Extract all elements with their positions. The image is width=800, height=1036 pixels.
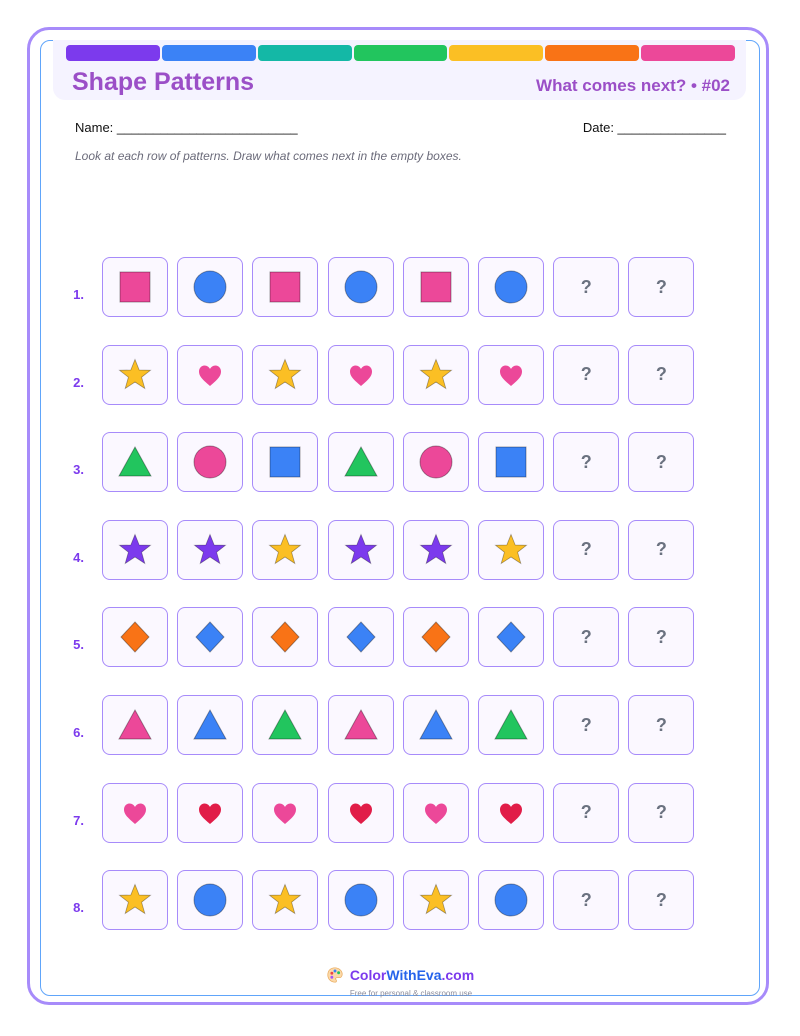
- pattern-box: [252, 345, 318, 405]
- pattern-box: [102, 695, 168, 755]
- pattern-box: [328, 695, 394, 755]
- star-icon: [268, 358, 302, 392]
- question-mark: ?: [655, 539, 667, 560]
- heart-icon: [344, 358, 378, 392]
- diamond-icon: [193, 620, 227, 654]
- answer-box[interactable]: [553, 520, 619, 580]
- star-icon: [419, 358, 453, 392]
- answer-box[interactable]: [553, 695, 619, 755]
- pattern-box: [403, 345, 469, 405]
- answer-box[interactable]: [553, 257, 619, 317]
- pattern-box: [328, 783, 394, 843]
- question-mark: ?: [655, 364, 667, 385]
- row-number: 3.: [73, 462, 84, 478]
- pattern-row: [0, 870, 800, 934]
- pattern-box: [177, 257, 243, 317]
- diamond-icon: [419, 620, 453, 654]
- pattern-box: [177, 345, 243, 405]
- heart-icon: [344, 796, 378, 830]
- pattern-box: [478, 520, 544, 580]
- triangle-icon: [344, 708, 378, 742]
- heart-icon: [118, 796, 152, 830]
- pattern-box: [403, 607, 469, 667]
- circle-icon: [494, 270, 528, 304]
- footer: [0, 966, 800, 998]
- triangle-icon: [118, 708, 152, 742]
- pattern-box: [328, 345, 394, 405]
- answer-box[interactable]: [628, 870, 694, 930]
- star-icon: [419, 883, 453, 917]
- question-mark: ?: [655, 451, 667, 472]
- square-icon: [419, 270, 453, 304]
- answer-box[interactable]: [628, 345, 694, 405]
- pattern-box: [252, 520, 318, 580]
- star-icon: [494, 533, 528, 567]
- pattern-box: [252, 783, 318, 843]
- diamond-icon: [268, 620, 302, 654]
- pattern-row: [0, 520, 800, 584]
- question-mark: ?: [655, 276, 667, 297]
- brand-com: .com: [441, 967, 475, 983]
- circle-icon: [494, 883, 528, 917]
- pattern-box: [177, 520, 243, 580]
- pattern-box: [328, 520, 394, 580]
- question-mark: ?: [580, 802, 592, 823]
- question-mark: ?: [580, 626, 592, 647]
- answer-box[interactable]: [553, 783, 619, 843]
- question-mark: ?: [580, 714, 592, 735]
- footer-brand[interactable]: [326, 966, 474, 984]
- pattern-box: [403, 257, 469, 317]
- row-number: 7.: [73, 812, 84, 828]
- pattern-box: [102, 432, 168, 492]
- pattern-box: [102, 520, 168, 580]
- row-number: 4.: [73, 549, 84, 565]
- star-icon: [419, 533, 453, 567]
- answer-box[interactable]: [553, 870, 619, 930]
- row-number: 5.: [73, 637, 84, 653]
- heart-icon: [268, 796, 302, 830]
- answer-box[interactable]: [628, 607, 694, 667]
- pattern-box: [478, 695, 544, 755]
- instructions: Look at each row of patterns. Draw what comes next in the empty boxes.: [75, 149, 462, 163]
- question-mark: ?: [655, 802, 667, 823]
- heart-icon: [193, 796, 227, 830]
- heart-icon: [419, 796, 453, 830]
- star-icon: [118, 883, 152, 917]
- pattern-row: [0, 432, 800, 496]
- pattern-box: [478, 870, 544, 930]
- star-icon: [268, 883, 302, 917]
- pattern-box: [177, 783, 243, 843]
- triangle-icon: [193, 708, 227, 742]
- pattern-box: [102, 870, 168, 930]
- answer-box[interactable]: [553, 607, 619, 667]
- pattern-box: [177, 432, 243, 492]
- brand-witheva: WithEva: [386, 967, 442, 983]
- row-number: 2.: [73, 374, 84, 390]
- heart-icon: [494, 796, 528, 830]
- pattern-box: [328, 257, 394, 317]
- pattern-row: [0, 695, 800, 759]
- question-mark: ?: [655, 889, 667, 910]
- circle-icon: [193, 445, 227, 479]
- question-mark: ?: [580, 364, 592, 385]
- heart-icon: [494, 358, 528, 392]
- pattern-box: [252, 695, 318, 755]
- square-icon: [268, 445, 302, 479]
- answer-box[interactable]: [628, 520, 694, 580]
- pattern-box: [328, 607, 394, 667]
- question-mark: ?: [655, 626, 667, 647]
- pattern-box: [478, 345, 544, 405]
- pattern-row: [0, 345, 800, 409]
- pattern-box: [328, 432, 394, 492]
- pattern-box: [328, 870, 394, 930]
- triangle-icon: [419, 708, 453, 742]
- worksheet-title: Shape Patterns: [72, 68, 255, 96]
- row-number: 6.: [73, 725, 84, 740]
- circle-icon: [193, 270, 227, 304]
- answer-box[interactable]: [628, 257, 694, 317]
- pattern-row: [0, 607, 800, 671]
- pattern-box: [252, 607, 318, 667]
- row-number: 1.: [73, 287, 84, 302]
- footer-tagline: Free for personal & classroom use: [349, 989, 473, 998]
- pattern-box: [478, 432, 544, 492]
- heart-icon: [193, 358, 227, 392]
- answer-box[interactable]: [553, 432, 619, 492]
- pattern-box: [102, 783, 168, 843]
- question-mark: ?: [580, 539, 592, 560]
- answer-box[interactable]: [628, 695, 694, 755]
- pattern-box: [252, 432, 318, 492]
- pattern-row: [0, 783, 800, 847]
- question-mark: ?: [580, 889, 592, 910]
- answer-box[interactable]: [553, 345, 619, 405]
- date-field[interactable]: Date: _______________: [582, 120, 726, 135]
- circle-icon: [193, 883, 227, 917]
- square-icon: [494, 445, 528, 479]
- triangle-icon: [344, 445, 378, 479]
- square-icon: [268, 270, 302, 304]
- pattern-box: [177, 870, 243, 930]
- pattern-row: [0, 257, 800, 321]
- circle-icon: [419, 445, 453, 479]
- pattern-box: [403, 520, 469, 580]
- star-icon: [268, 533, 302, 567]
- pattern-box: [403, 432, 469, 492]
- circle-icon: [344, 270, 378, 304]
- name-field[interactable]: Name: _________________________: [75, 120, 298, 135]
- triangle-icon: [268, 708, 302, 742]
- triangle-icon: [118, 445, 152, 479]
- answer-box[interactable]: [628, 783, 694, 843]
- circle-icon: [344, 883, 378, 917]
- triangle-icon: [494, 708, 528, 742]
- pattern-box: [403, 870, 469, 930]
- question-mark: ?: [580, 276, 592, 297]
- pattern-box: [177, 607, 243, 667]
- star-icon: [193, 533, 227, 567]
- star-icon: [118, 533, 152, 567]
- palette-icon: [326, 966, 344, 984]
- diamond-icon: [344, 620, 378, 654]
- question-mark: ?: [655, 714, 667, 735]
- answer-box[interactable]: [628, 432, 694, 492]
- pattern-box: [252, 257, 318, 317]
- pattern-box: [102, 257, 168, 317]
- pattern-box: [478, 257, 544, 317]
- pattern-box: [177, 695, 243, 755]
- diamond-icon: [118, 620, 152, 654]
- brand-color: Color: [349, 967, 387, 983]
- question-mark: ?: [580, 451, 592, 472]
- pattern-box: [102, 345, 168, 405]
- pattern-box: [403, 783, 469, 843]
- star-icon: [118, 358, 152, 392]
- worksheet-subtitle: What comes next? • #02: [536, 76, 730, 95]
- pattern-box: [478, 607, 544, 667]
- pattern-box: [252, 870, 318, 930]
- square-icon: [118, 270, 152, 304]
- row-number: 8.: [73, 900, 84, 916]
- pattern-box: [478, 783, 544, 843]
- star-icon: [344, 533, 378, 567]
- pattern-box: [403, 695, 469, 755]
- pattern-box: [102, 607, 168, 667]
- diamond-icon: [494, 620, 528, 654]
